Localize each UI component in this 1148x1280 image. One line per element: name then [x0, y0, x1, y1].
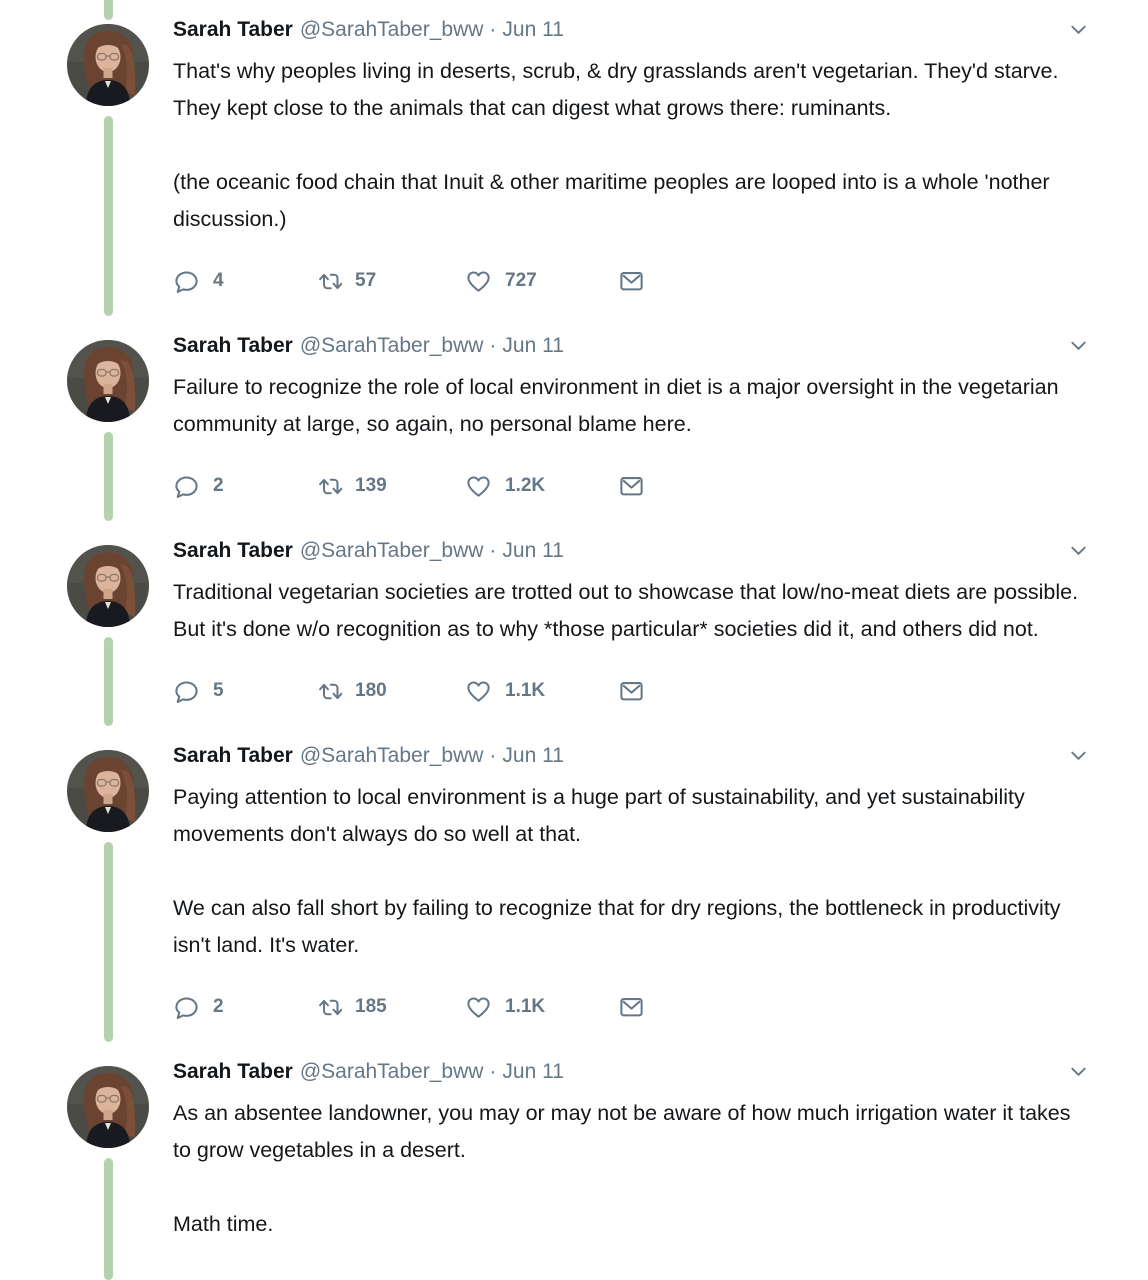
tweet-rail — [0, 16, 173, 316]
reply-count: 5 — [213, 680, 224, 701]
heart-icon — [465, 268, 492, 295]
chevron-down-icon[interactable] — [1067, 744, 1090, 767]
user-handle[interactable]: @SarahTaber_bww — [299, 744, 484, 767]
reply-count: 4 — [213, 270, 224, 291]
retweet-button[interactable] — [315, 268, 465, 295]
tweet[interactable] — [0, 1042, 1148, 1280]
retweet-icon — [315, 473, 342, 500]
reply-count: 2 — [213, 996, 224, 1017]
thread-connector-line-top — [104, 0, 113, 20]
timestamp[interactable]: Jun 11 — [502, 334, 564, 357]
retweet-icon — [315, 268, 342, 295]
like-button[interactable] — [465, 678, 618, 705]
envelope-icon — [618, 994, 645, 1021]
avatar[interactable] — [67, 1066, 149, 1148]
reply-button[interactable] — [173, 678, 315, 705]
tweet-body — [173, 53, 1090, 238]
avatar[interactable] — [67, 750, 149, 832]
retweet-icon — [315, 994, 342, 1021]
reply-count: 2 — [213, 475, 224, 496]
tweet-body — [173, 369, 1090, 443]
tweet-text: We can also fall short by failing to recognize that for dry regions, the bottleneck in productivity isn't land. It's water. — [173, 896, 1061, 957]
reply-button[interactable] — [173, 473, 315, 500]
display-name[interactable]: Sarah Taber — [173, 1060, 293, 1083]
user-handle[interactable]: @SarahTaber_bww — [299, 334, 484, 357]
thread-connector-line — [104, 116, 113, 316]
timestamp[interactable]: Jun 11 — [502, 18, 564, 41]
timestamp[interactable]: Jun 11 — [502, 1060, 564, 1083]
tweet-text: (the oceanic food chain that Inuit & other maritime peoples are looped into is a whole 'nother discussion.) — [173, 170, 1050, 231]
retweet-icon — [315, 678, 342, 705]
thread-connector-line — [104, 1158, 113, 1280]
user-handle[interactable]: @SarahTaber_bww — [299, 1060, 484, 1083]
tweet-rail — [0, 742, 173, 1042]
like-count: 1.2K — [505, 475, 546, 496]
tweet-header — [173, 1058, 1090, 1085]
retweet-count: 185 — [355, 996, 387, 1017]
thread-connector-line — [104, 432, 113, 521]
separator-dot: · — [489, 1060, 497, 1083]
tweet-body — [173, 574, 1090, 648]
heart-icon — [465, 473, 492, 500]
reply-icon — [173, 268, 200, 295]
tweet-rail — [0, 332, 173, 521]
timestamp[interactable]: Jun 11 — [502, 539, 564, 562]
tweet-text: Failure to recognize the role of local environment in diet is a major oversight in the vegetarian community at large, so again, no personal blame here. — [173, 375, 1059, 436]
tweet-header — [173, 742, 1090, 769]
reply-icon — [173, 994, 200, 1021]
tweet-header — [173, 16, 1090, 43]
like-count: 1.1K — [505, 996, 546, 1017]
envelope-icon — [618, 678, 645, 705]
chevron-down-icon[interactable] — [1067, 1060, 1090, 1083]
retweet-button[interactable] — [315, 473, 465, 500]
like-button[interactable] — [465, 473, 618, 500]
tweet-body — [173, 779, 1090, 964]
tweet-header — [173, 332, 1090, 359]
tweet-text: Math time. — [173, 1212, 274, 1236]
tweet-text: That's why peoples living in deserts, scrub, & dry grasslands aren't vegetarian. They'd starve. They kept close to the animals that can digest what grows there: ruminants. — [173, 59, 1059, 120]
separator-dot: · — [489, 334, 497, 357]
direct-message-button[interactable] — [618, 268, 645, 295]
tweet-text: As an absentee landowner, you may or may not be aware of how much irrigation water it takes to grow vegetables in a desert. — [173, 1101, 1071, 1162]
heart-icon — [465, 994, 492, 1021]
tweet[interactable] — [0, 726, 1148, 1042]
direct-message-button[interactable] — [618, 678, 645, 705]
timestamp[interactable]: Jun 11 — [502, 744, 564, 767]
user-handle[interactable]: @SarahTaber_bww — [299, 539, 484, 562]
reply-button[interactable] — [173, 268, 315, 295]
display-name[interactable]: Sarah Taber — [173, 539, 293, 562]
tweet-actions — [173, 992, 1090, 1022]
display-name[interactable]: Sarah Taber — [173, 18, 293, 41]
tweet[interactable] — [0, 0, 1148, 316]
reply-icon — [173, 473, 200, 500]
reply-icon — [173, 678, 200, 705]
tweet-rail — [0, 1058, 173, 1280]
envelope-icon — [618, 268, 645, 295]
envelope-icon — [618, 473, 645, 500]
tweet-actions — [173, 676, 1090, 706]
retweet-count: 139 — [355, 475, 387, 496]
user-handle[interactable]: @SarahTaber_bww — [299, 18, 484, 41]
direct-message-button[interactable] — [618, 473, 645, 500]
display-name[interactable]: Sarah Taber — [173, 744, 293, 767]
tweet-rail — [0, 537, 173, 726]
chevron-down-icon[interactable] — [1067, 18, 1090, 41]
chevron-down-icon[interactable] — [1067, 539, 1090, 562]
display-name[interactable]: Sarah Taber — [173, 334, 293, 357]
separator-dot: · — [489, 744, 497, 767]
tweet-actions — [173, 471, 1090, 501]
avatar[interactable] — [67, 545, 149, 627]
chevron-down-icon[interactable] — [1067, 334, 1090, 357]
tweet[interactable] — [0, 521, 1148, 726]
tweet-header — [173, 537, 1090, 564]
separator-dot: · — [489, 18, 497, 41]
avatar[interactable] — [67, 24, 149, 106]
tweet-actions — [173, 266, 1090, 296]
reply-button[interactable] — [173, 994, 315, 1021]
tweet-body — [173, 1095, 1090, 1243]
tweet-text: Traditional vegetarian societies are trotted out to showcase that low/no-meat diets are possible. But it's done w/o recognition as to why *those particular* societies did it, and others did not. — [173, 580, 1079, 641]
retweet-count: 57 — [355, 270, 377, 291]
like-button[interactable] — [465, 268, 618, 295]
retweet-button[interactable] — [315, 994, 465, 1021]
like-count: 727 — [505, 270, 537, 291]
avatar[interactable] — [67, 340, 149, 422]
thread-connector-line — [104, 637, 113, 726]
thread-connector-line — [104, 842, 113, 1042]
separator-dot: · — [489, 539, 497, 562]
retweet-count: 180 — [355, 680, 387, 701]
tweet[interactable] — [0, 316, 1148, 521]
tweet-text: Paying attention to local environment is a huge part of sustainability, and yet sustainability movements don't always do so well at that. — [173, 785, 1025, 846]
heart-icon — [465, 678, 492, 705]
like-button[interactable] — [465, 994, 618, 1021]
like-count: 1.1K — [505, 680, 546, 701]
retweet-button[interactable] — [315, 678, 465, 705]
direct-message-button[interactable] — [618, 994, 645, 1021]
